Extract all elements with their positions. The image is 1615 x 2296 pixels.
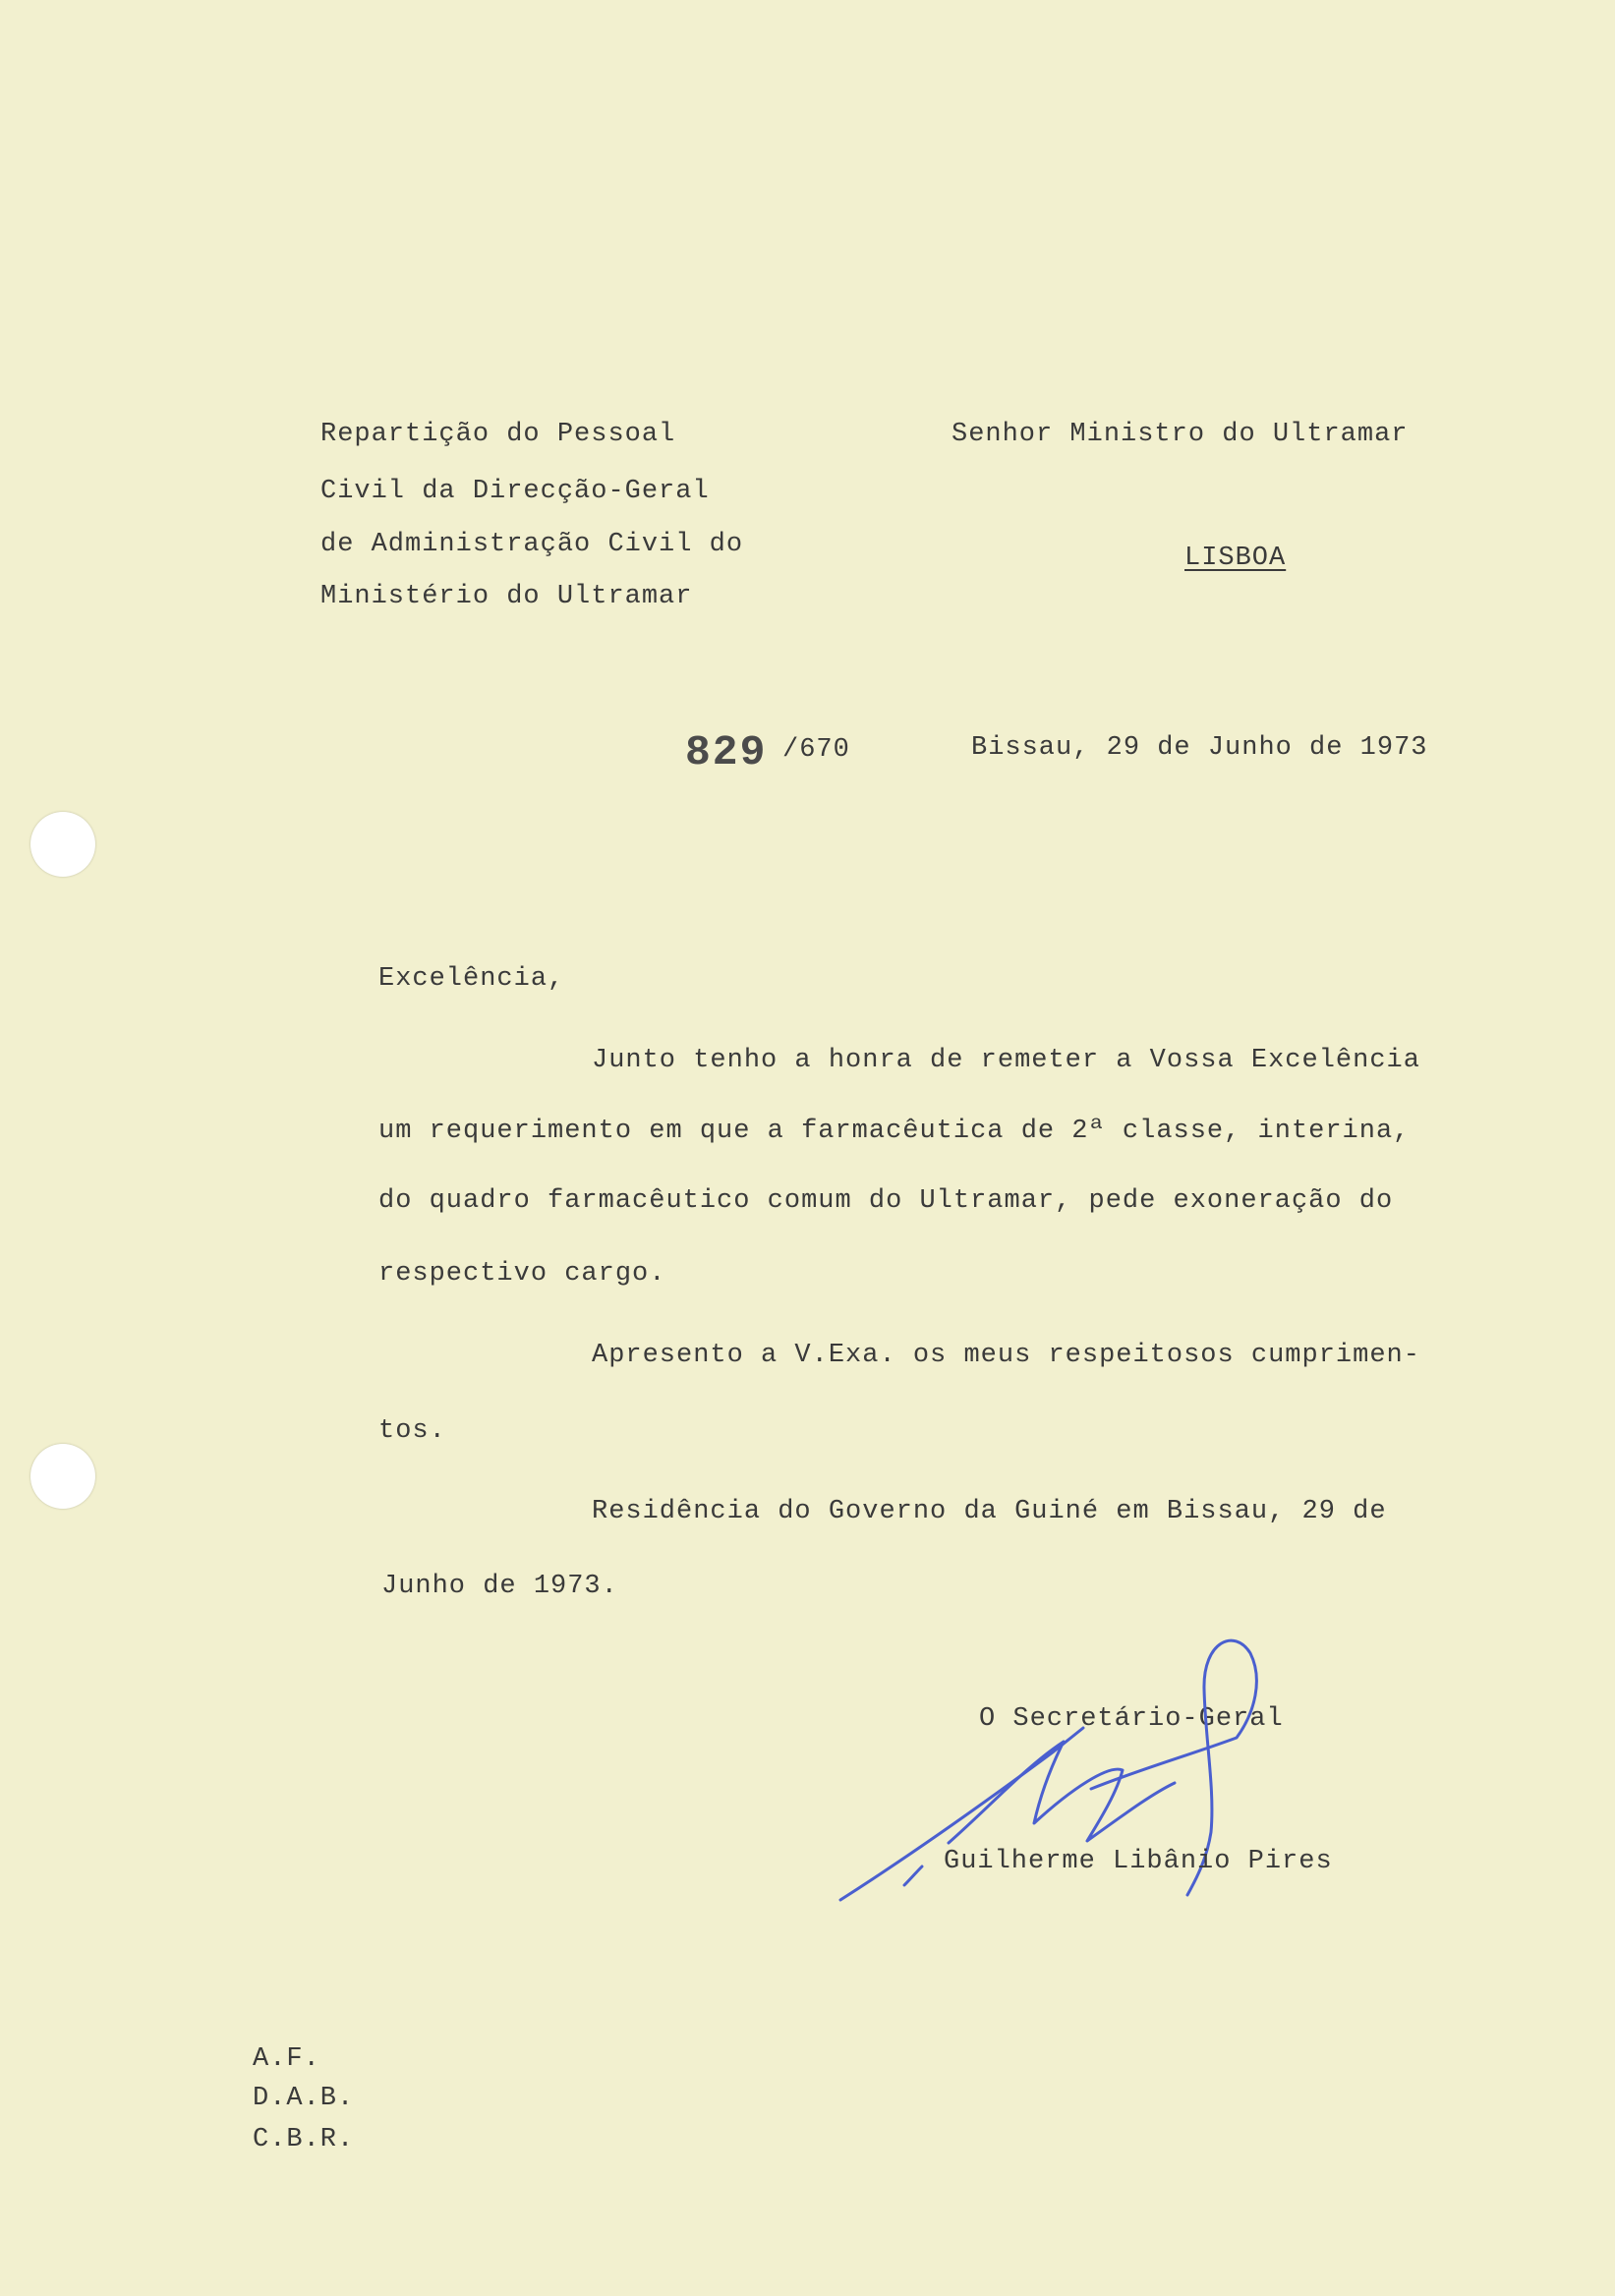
initials-line: D.A.B. [253, 2084, 355, 2113]
signature-stroke [949, 1742, 1175, 1843]
salutation: Excelência, [378, 964, 565, 994]
sender-line: Repartição do Pessoal [320, 420, 676, 449]
body-line: Junto tenho a honra de remeter a Vossa Excelência [592, 1046, 1420, 1075]
body-line: do quadro farmacêutico comum do Ultramar, pede exoneração do [378, 1186, 1394, 1216]
initials-line: A.F. [253, 2044, 320, 2074]
place-date: Bissau, 29 de Junho de 1973 [971, 733, 1428, 763]
signatory-title: O Secretário-Geral [979, 1704, 1284, 1734]
body-line: um requerimento em que a farmacêutica de 2ª classe, interina, [378, 1117, 1411, 1146]
body-line: Residência do Governo da Guiné em Bissau, 29 de [592, 1497, 1387, 1526]
reference-suffix: /670 [782, 735, 850, 765]
body-line: Apresento a V.Exa. os meus respeitosos cumprimen- [592, 1341, 1420, 1370]
recipient-city: LISBOA [1184, 544, 1287, 573]
body-line: tos. [378, 1416, 446, 1446]
sender-line: Ministério do Ultramar [320, 582, 693, 611]
sender-line: Civil da Direcção-Geral [320, 477, 710, 506]
body-line: respectivo cargo. [378, 1259, 666, 1289]
sender-line: de Administração Civil do [320, 530, 744, 559]
punch-hole-bottom [30, 1444, 95, 1509]
signatory-name: Guilherme Libânio Pires [944, 1847, 1333, 1876]
body-line: Junho de 1973. [381, 1572, 618, 1601]
stamp-number: 829 [685, 728, 768, 776]
punch-hole-top [30, 812, 95, 877]
initials-line: C.B.R. [253, 2125, 355, 2154]
recipient-name: Senhor Ministro do Ultramar [952, 420, 1409, 449]
signature-stroke [904, 1866, 922, 1885]
